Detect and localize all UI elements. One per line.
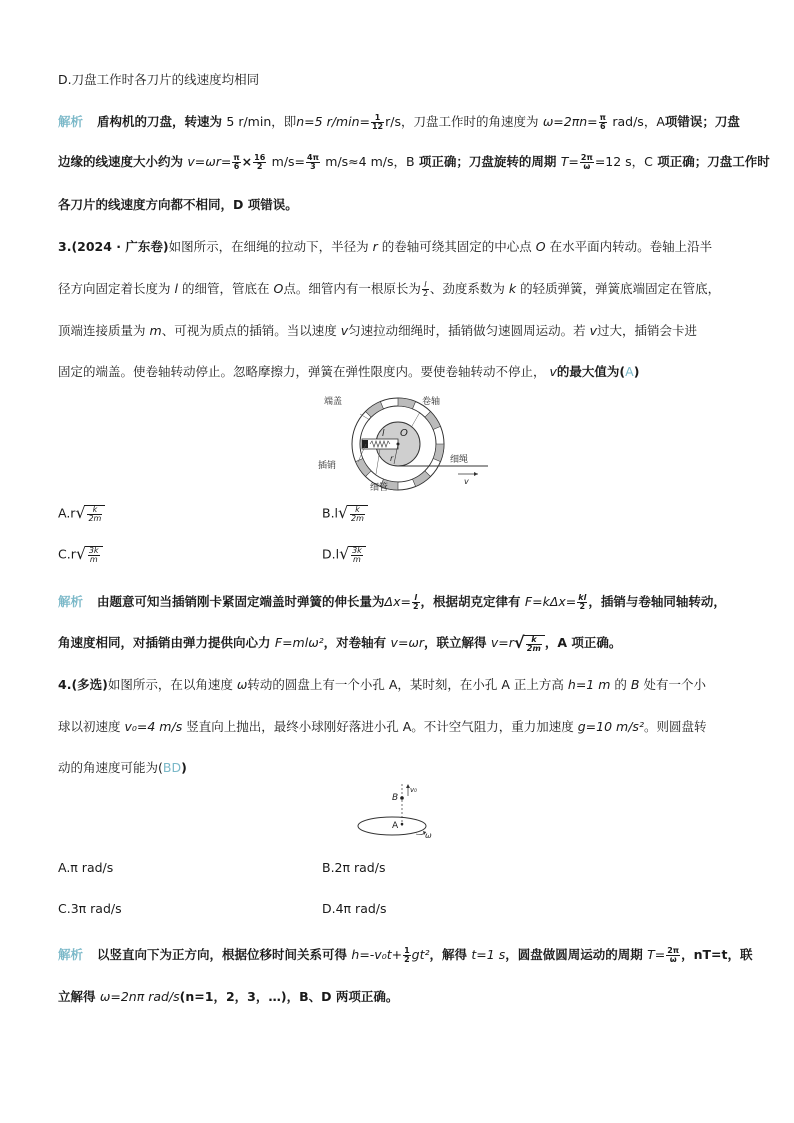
q4-stem-line2: 球以初速度 v₀=4 m/s 竖直向上抛出，最终小球刚好落进小孔 A。不计空气阻力，重力加速度 g=10 m/s²。则圆盘转 bbox=[58, 719, 707, 734]
label-xiguan: 细管 bbox=[370, 483, 389, 493]
svg-text:A: A bbox=[392, 821, 399, 831]
answer: A bbox=[625, 364, 634, 379]
explanation-label: 解析 bbox=[58, 594, 84, 609]
q4-option-d: D.4π rad/s bbox=[322, 901, 387, 916]
label-xisheng: 细绳 bbox=[450, 455, 469, 465]
q4-option-b: B.2π rad/s bbox=[322, 860, 386, 875]
q4-explanation-line1: 解析 以竖直向下为正方向，根据位移时间关系可得 h=-v₀t+ $\frac{1}{2}$ gt²，解得 t=1 s，圆盘做圆周运动的周期 T= $\frac{2\pi}{\omega}$ ，nT=t，联 bbox=[58, 946, 753, 964]
q4-stem-line3: 动的角速度可能为(BD) bbox=[58, 760, 187, 775]
explanation-label: 解析 bbox=[58, 947, 84, 962]
q3-stem-line3: 顶端连接质量为 m、可视为质点的插销。当以速度 v匀速拉动细绳时，插销做匀速圆周运动。若 v过大，插销会卡进 bbox=[58, 323, 698, 338]
label-duangai: 端盖 bbox=[324, 397, 343, 407]
q4-figure bbox=[352, 782, 442, 840]
svg-text:v: v bbox=[464, 477, 469, 486]
q4-explanation-line2: 立解得 ω=2nπ rad/s(n=1，2，3，…)，B、D 两项正确。 bbox=[58, 989, 399, 1004]
q3-option-a: A.r √ $\frac{k}{2m}$ bbox=[58, 505, 105, 523]
q4-stem-line1: 4.(多选)如图所示，在以角速度 ω转动的圆盘上有一个小孔 A，某时刻，在小孔 A 正上方高 h=1 m 的 B 处有一个小 bbox=[58, 677, 706, 692]
svg-text:v₀: v₀ bbox=[410, 786, 417, 794]
q3-explanation-line2: 角速度相同，对插销由弹力提供向心力 F=mlω²，对卷轴有 v=ωr，联立解得 v=r √ $\frac{k}{2m}$ ，A 项正确。 bbox=[58, 632, 622, 653]
q4-option-c: C.3π rad/s bbox=[58, 901, 122, 916]
svg-text:B: B bbox=[392, 793, 399, 803]
svg-text:ω: ω bbox=[425, 831, 432, 840]
q3-option-c: C.r √ $\frac{3k}{m}$ bbox=[58, 546, 103, 564]
explanation-label: 解析 bbox=[58, 114, 84, 129]
q3-figure bbox=[312, 392, 492, 496]
fraction: $\frac{1}{12}$ bbox=[371, 113, 384, 131]
q3-stem-line4: 固定的端盖。使卷轴转动停止。忽略摩擦力，弹簧在弹性限度内。要使卷轴转动不停止， v的最大值为(A) bbox=[58, 364, 640, 379]
answer: BD bbox=[162, 760, 182, 775]
q3-stem-line1: 3.(2024 · 广东卷)如图所示，在细绳的拉动下，半径为 r 的卷轴可绕其固定的中心点 O 在水平面内转动。卷轴上沿半 bbox=[58, 239, 713, 254]
q3-option-b: B.l √ $\frac{k}{2m}$ bbox=[322, 505, 368, 523]
q3-option-d: D.l √ $\frac{3k}{m}$ bbox=[322, 546, 366, 564]
svg-text:r: r bbox=[390, 454, 394, 463]
q2-option-d: D.刀盘工作时各刀片的线速度均相同 bbox=[58, 72, 260, 87]
svg-text:O: O bbox=[400, 428, 408, 439]
q2-explanation-line2: 边缘的线速度大小约为 v=ωr= $\frac{\pi}{6}$ × $\frac{16}{2}$ m/s= $\frac{4\pi}{3}$ m/s≈4 m/s，B 项正确；刀盘旋转的周期 T= $\frac{2\pi}{\omega}$ =12 s，C 项正确；刀盘工作时 bbox=[58, 153, 770, 171]
q3-explanation-line1: 解析 由题意可知当插销刚卡紧固定端盖时弹簧的伸长量为Δx= $\frac{l}{2}$ ，根据胡克定律有 F=kΔx= $\frac{kl}{2}$ ，插销与卷轴同轴转动， bbox=[58, 593, 726, 611]
label-juanzhou: 卷轴 bbox=[422, 397, 441, 407]
svg-text:l: l bbox=[382, 429, 385, 439]
q3-stem-line2: 径方向固定着长度为 l 的细管，管底在 O点。细管内有一根原长为 $\frac{l}{2}$ 、劲度系数为 k 的轻质弹簧，弹簧底端固定在管底， bbox=[58, 280, 721, 298]
q2-explanation-line3: 各刀片的线速度方向都不相同，D 项错误。 bbox=[58, 197, 298, 212]
q2-explanation-line1: 解析 盾构机的刀盘，转速为 5 r/min，即n=5 r/min= $\frac{1}{12}$ r/s，刀盘工作时的角速度为 ω=2πn= $\frac{\pi}{6}$ rad/s，A项错误；刀盘 bbox=[58, 113, 740, 131]
q4-option-a: A.π rad/s bbox=[58, 860, 114, 875]
label-chaxiao: 插销 bbox=[318, 461, 337, 471]
